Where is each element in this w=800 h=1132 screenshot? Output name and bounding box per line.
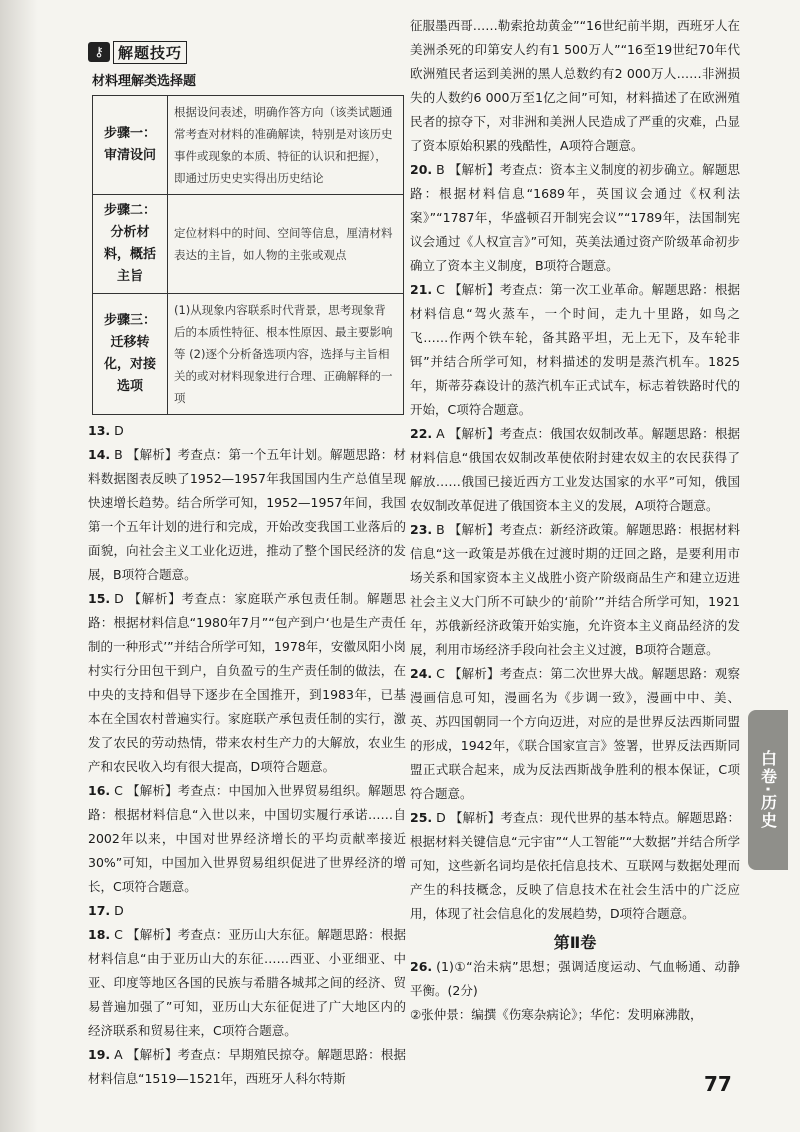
answer-13: 13. D — [88, 423, 124, 438]
tip-title: 解题技巧 — [113, 41, 187, 64]
answer-26: 26. (1)①“治未病”思想；强调适度运动、气血畅通、动静平衡。(2分) — [410, 959, 740, 998]
step-name: 步骤一：审清设问 — [93, 96, 168, 195]
step-desc: 定位材料中的时间、空间等信息，厘清材料表达的主旨，如人物的主张或观点 — [168, 195, 404, 294]
step-desc: (1)从现象内容联系时代背景，思考现象背后的本质性特征、根本性原因、最主要影响等 (2)逐个分析备选项内容，选择与主旨相关的或对材料现象进行合理、正确解释的一项 — [168, 294, 404, 415]
answer-15: 15. D 【解析】考查点：家庭联产承包责任制。解题思路：根据材料信息“1980年7月”“包产到户‘也是生产责任制的一种形式’”并结合所学可知，1978年，安徽凤阳小岗村实行分田包干到户，自负盈亏的生产责任制的做法，在中央的支持和倡导下逐步在全国推开，到1983年，已基本在全国农村普遍实行。家庭联产承包责任制的实行，激发了农民的劳动热情，带来农村生产力的大解放，农业生产和农民收入均有很大提高，D项符合题意。 — [88, 591, 406, 774]
step-name: 步骤三：迁移转化，对接选项 — [93, 294, 168, 415]
side-tab-label: 白卷·历史 — [758, 749, 778, 831]
step-row — [93, 294, 404, 415]
answer-26-part2: ②张仲景：编撰《伤寒杂病论》；华佗：发明麻沸散， — [410, 1007, 703, 1022]
right-column — [410, 14, 740, 1027]
answer-14: 14. B 【解析】考查点：第一个五年计划。解题思路：材料数据图表反映了1952—1957年我国国内生产总值呈现快速增长趋势。结合所学可知，1952—1957年间，我国第一个五年计划的进行和完成，开始改变我国工业落后的面貌，向社会主义工业化迈进，推动了整个国民经济的发展，B项符合题意。 — [88, 447, 406, 582]
answer-19-continued: 征服墨西哥……勒索抢劫黄金”“16世纪前半期，西班牙人在美洲杀死的印第安人约有1 500万人”“16至19世纪70年代欧洲殖民者运到美洲的黑人总数约有2 000万人……非洲损失的人数约6 000万至1亿之间”可知，材料描述了在欧洲殖民者的掠夺下，对非洲和美洲人民造成了严重的灾难，凸显了资本原始积累的残酷性，A项符合题意。 — [410, 18, 740, 153]
page-number: 77 — [704, 1072, 732, 1096]
answer-23: 23. B 【解析】考查点：新经济政策。解题思路：根据材料信息“这一政策是苏俄在过渡时期的迂回之路，是要利用市场关系和国家资本主义战胜小资产阶级商品生产和建立迈进社会主义大门所不可缺少的‘前阶’”并结合所学可知，1921年，苏俄新经济政策开始实施，允许资本主义商品经济的发展，利用市场经济手段向社会主义过渡，B项符合题意。 — [410, 522, 740, 657]
tip-header — [88, 40, 406, 64]
step-row — [93, 96, 404, 195]
answer-21: 21. C 【解析】考查点：第一次工业革命。解题思路：根据材料信息“驾火蒸车，一个时间，走九十里路，如鸟之飞……作两个铁车轮，备其路平坦，无上无下，及车轮非铒”并结合所学可知，材料描述的发明是蒸汽机车。1825年，斯蒂芬森设计的蒸汽机车正式试车，标志着铁路时代的开始，C项符合题意。 — [410, 282, 740, 417]
steps-table — [92, 95, 404, 415]
step-row — [93, 195, 404, 294]
section-title: 第Ⅱ卷 — [553, 933, 597, 952]
key-icon: ⚷ — [88, 42, 110, 62]
left-column — [88, 40, 406, 1091]
answer-19: 19. A 【解析】考查点：早期殖民掠夺。解题思路：根据材料信息“1519—1521年，西班牙人科尔特斯 — [88, 1047, 406, 1086]
answer-20: 20. B 【解析】考查点：资本主义制度的初步确立。解题思路：根据材料信息“1689年，英国议会通过《权利法案》”“1787年，华盛顿召开制宪会议”“1789年，法国制宪议会通过《人权宣言》”可知，英美法通过资产阶级革命初步确立了资本主义制度，B项符合题意。 — [410, 162, 740, 273]
answer-16: 16. C 【解析】考查点：中国加入世界贸易组织。解题思路：根据材料信息“入世以来，中国切实履行承诺……自2002年以来，中国对世界经济增长的平均贡献率接近30%”可知，中国加入世界贸易组织促进了世界经济的增长，C项符合题意。 — [88, 783, 406, 894]
side-tab — [748, 710, 788, 870]
answer-24: 24. C 【解析】考查点：第二次世界大战。解题思路：观察漫画信息可知，漫画名为《步调一致》，漫画中中、美、英、苏四国朝同一个方向迈进，对应的是世界反法西斯同盟的形成，1942年，《联合国家宣言》签署，世界反法西斯同盟正式联合起来，成为反法西斯战争胜利的根本保证，C项符合题意。 — [410, 666, 740, 801]
answer-22: 22. A 【解析】考查点：俄国农奴制改革。解题思路：根据材料信息“俄国农奴制改革使依附封建农奴主的农民获得了解放……俄国已接近西方工业发达国家的水平”可知，俄国农奴制改革促进了俄国资本主义的发展，A项符合题意。 — [410, 426, 740, 513]
answer-18: 18. C 【解析】考查点：亚历山大东征。解题思路：根据材料信息“由于亚历山大的东征……西亚、小亚细亚、中亚、印度等地区各国的民族与希腊各城邦之间的经济、贸易普遍加强了”可知，亚历山大东征促进了广大地区内的经济联系和贸易往来，C项符合题意。 — [88, 927, 406, 1038]
step-desc: 根据设问表述，明确作答方向（该类试题通常考查对材料的准确解读，特别是对该历史事件或现象的本质、特征的认识和把握），即通过历史史实得出历史结论 — [168, 96, 404, 195]
page-binding-shadow — [0, 0, 38, 1132]
answer-17: 17. D — [88, 903, 124, 918]
step-name: 步骤二：分析材料，概括主旨 — [93, 195, 168, 294]
answer-25: 25. D 【解析】考查点：现代世界的基本特点。解题思路：根据材料关键信息“元宇宙”“人工智能”“大数据”并结合所学可知，这些新名词均是依托信息技术、互联网与数据处理而产生的科技概念，反映了信息技术在社会生活中的广泛应用，体现了社会信息化的发展趋势，D项符合题意。 — [410, 810, 740, 921]
tip-subtitle: 材料理解类选择题 — [92, 74, 197, 89]
